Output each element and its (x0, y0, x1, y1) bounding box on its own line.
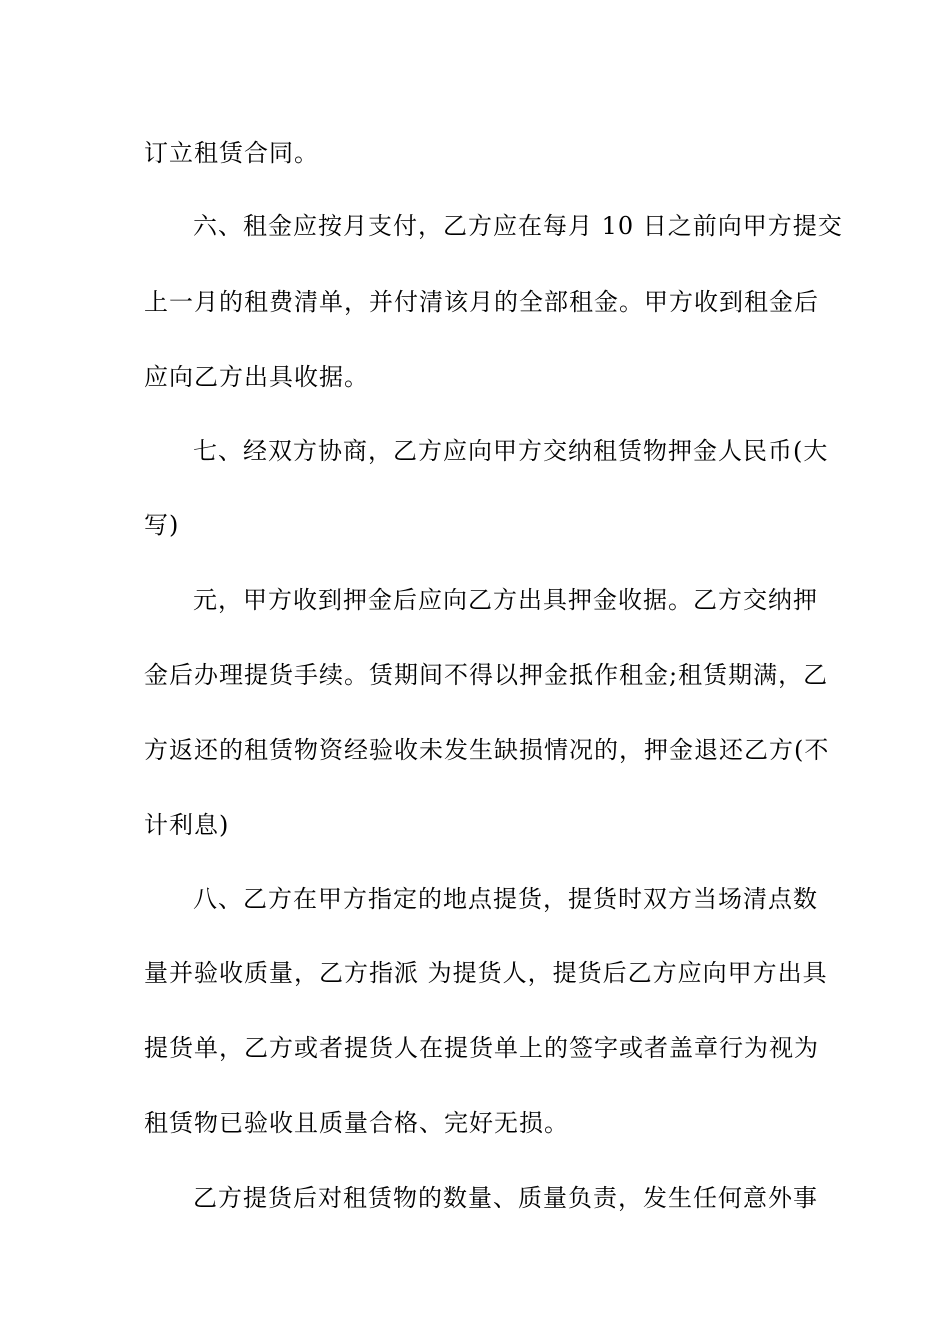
text-line: 元，甲方收到押金后应向乙方出具押金收据。乙方交纳押 (193, 586, 818, 614)
text-line: 七、经双方协商，乙方应向甲方交纳租赁物押金人民币(大 (193, 437, 829, 465)
text-line: 写) (144, 511, 180, 539)
text-line: 租赁物已验收且质量合格、完好无损。 (144, 1109, 569, 1137)
text-line: 计利息) (144, 811, 230, 839)
text-line: 方返还的租赁物资经验收未发生缺损情况的，押金退还乙方(不 (144, 736, 830, 764)
text-line: 提货单，乙方或者提货人在提货单上的签字或者盖章行为视为 (144, 1034, 819, 1062)
text-line: 应向乙方出具收据。 (144, 363, 369, 391)
text-line: 金后办理提货手续。赁期间不得以押金抵作租金;租赁期满，乙 (144, 661, 829, 689)
text-line: 量并验收质量，乙方指派 为提货人，提货后乙方应向甲方出具 (144, 959, 828, 987)
text-line: 乙方提货后对租赁物的数量、质量负责，发生任何意外事 (193, 1184, 818, 1212)
text-line: 订立租赁合同。 (144, 139, 319, 167)
text-line: 八、乙方在甲方指定的地点提货，提货时双方当场清点数 (193, 885, 818, 913)
text-line: 六、租金应按月支付，乙方应在每月 10 日之前向甲方提交 (193, 212, 843, 240)
text-line: 上一月的租费清单，并付清该月的全部租金。甲方收到租金后 (144, 288, 819, 316)
